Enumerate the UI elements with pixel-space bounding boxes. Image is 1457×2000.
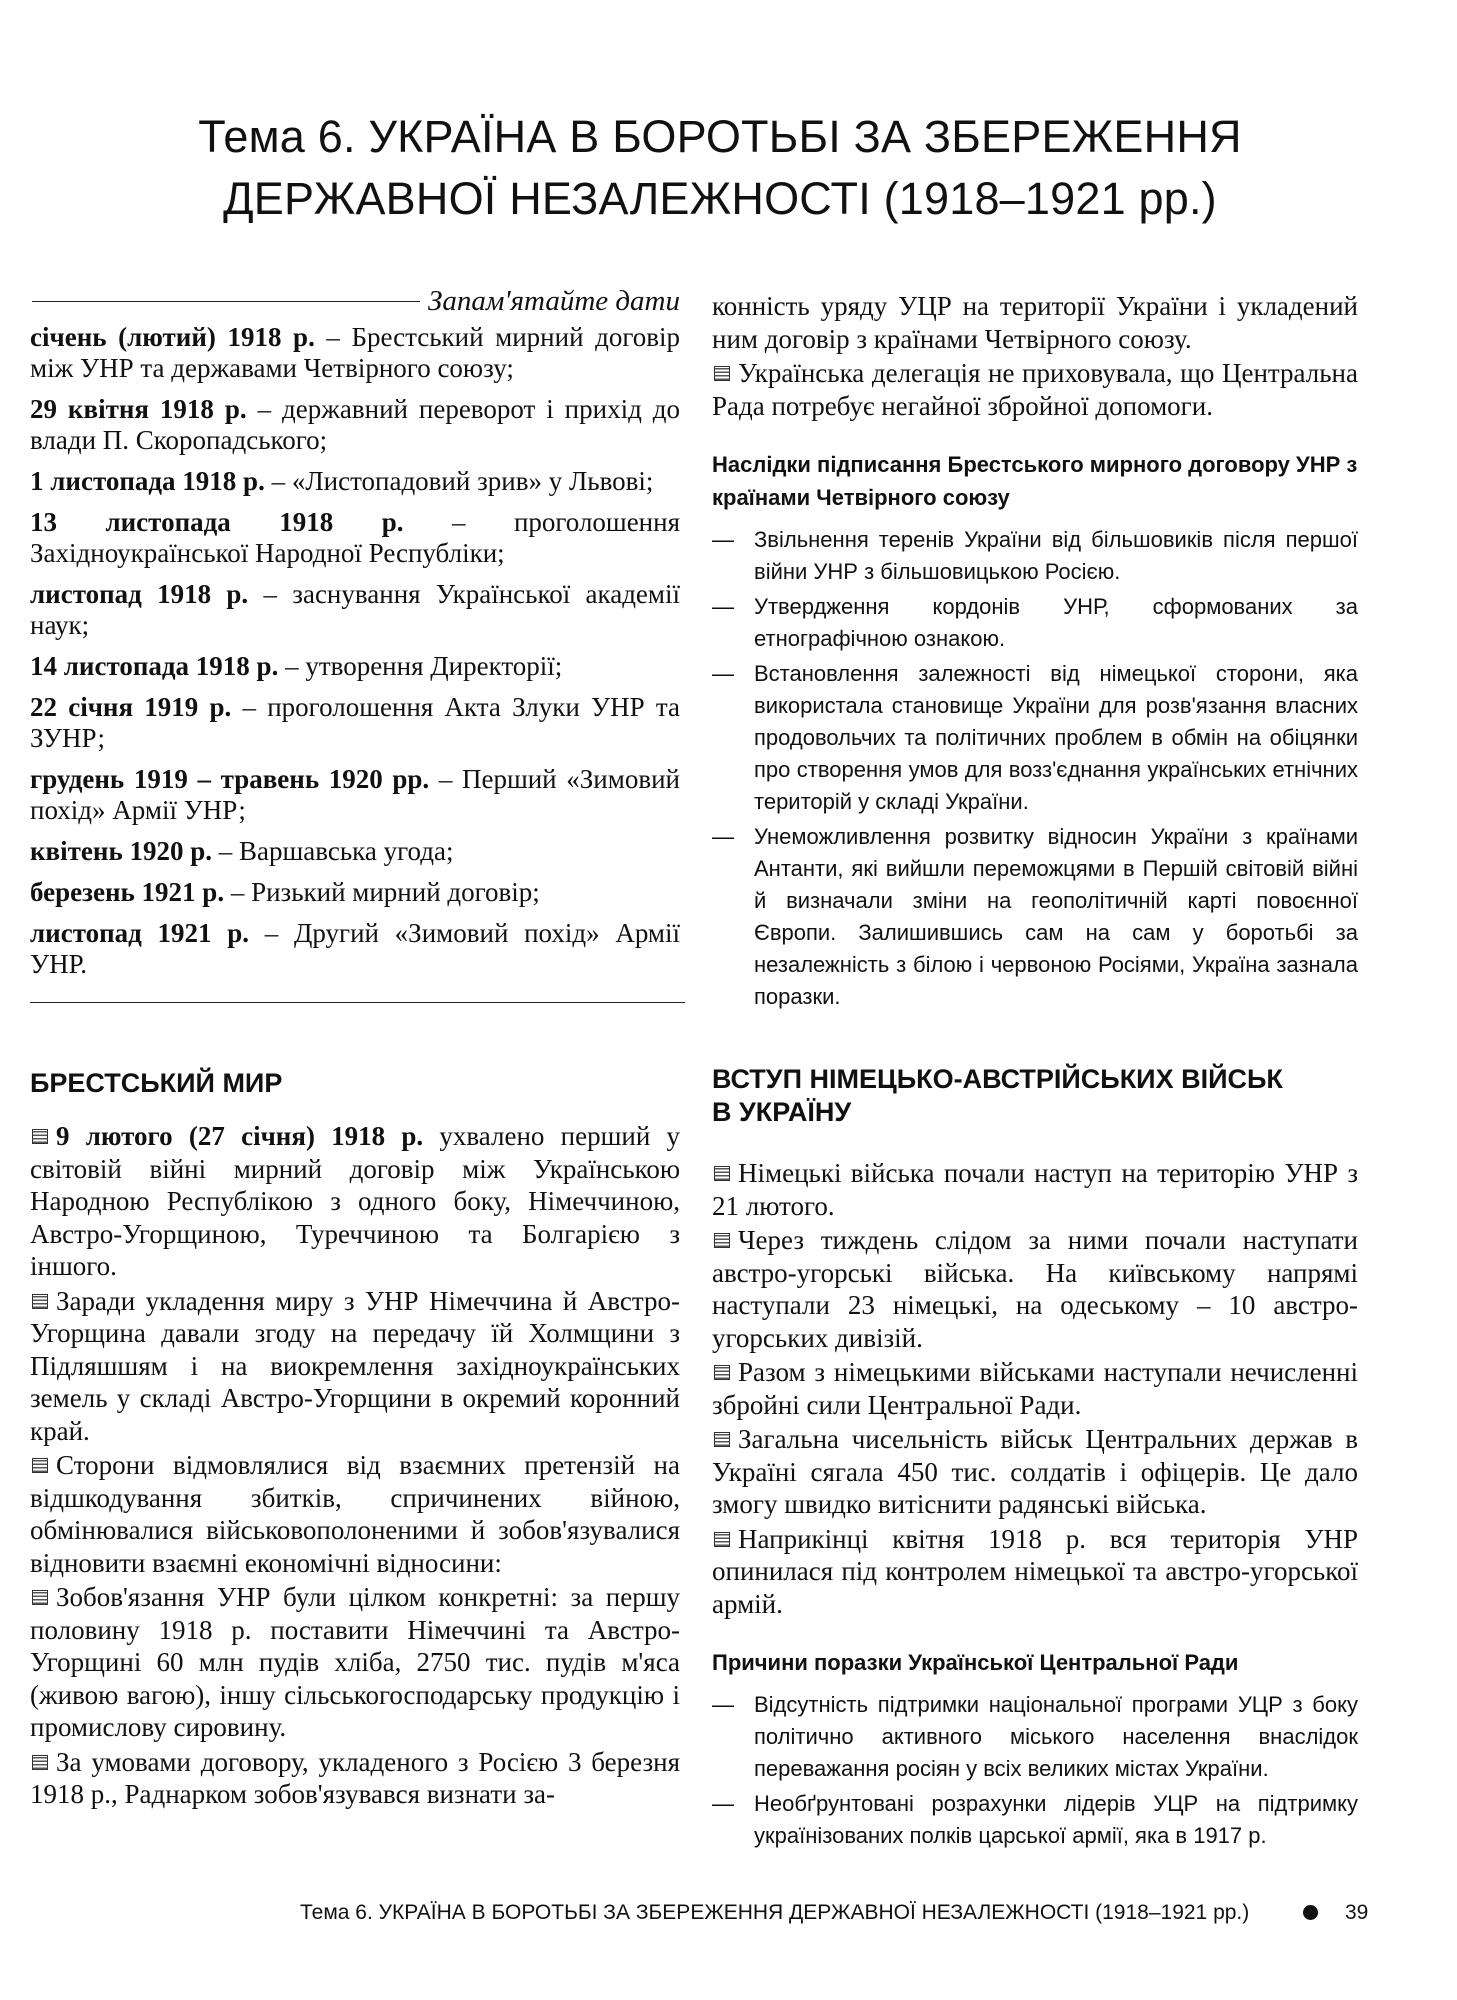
date-label: листопад 1921 р.: [30, 918, 250, 948]
brest-text: Сторони відмовлялися від взаємних претензій на відшкодування збитків, спричинених війною, обмінювалися військовополоненими й зобов'язувалися відновити взаємні економічні відносини:: [30, 1450, 680, 1578]
list-item-text: Унеможливлення розвитку відносин України з країнами Антанти, які вийшли переможцями в Першій світовій війні й визначали зміни на геополітичній карті повоєнної Європи. Залишившись сам на сам у боротьбі за незалежність з білою і червоною Росіями, Україна зазнала поразки.: [754, 824, 1358, 1009]
date-desc: – Брестський мирний договір між УНР та державами Четвірного союзу;: [30, 322, 680, 383]
document-bullet-icon: [32, 1590, 48, 1605]
invasion-text: Разом з німецькими військами наступали нечисленні збройні сили Центральної Ради.: [712, 1357, 1358, 1420]
brest-paragraph: [30, 1120, 680, 1283]
document-bullet-icon: [714, 1233, 730, 1248]
date-item: [30, 322, 680, 384]
date-item: [30, 836, 680, 867]
invasion-paragraph: [712, 1423, 1358, 1521]
list-item-text: Звільнення теренів України від більшовиків після першої війни УНР з більшовицькою Росією.: [754, 527, 1358, 584]
invasion-text: Загальна чисельність військ Центральних держав в Україні сягала 450 тис. солдатів і офіцерів. Це дало змогу швидко витіснити радянські війська.: [712, 1424, 1358, 1519]
date-item: [30, 651, 680, 682]
brest-text: Заради укладення миру з УНР Німеччина й Австро-Угорщина давали згоду на передачу їй Холмщини з Підляшшям і на виокремлення західноукраїнських земель у складі Австро-Угорщини в окремий коронний край.: [30, 1285, 680, 1446]
delegation-text: Українська делегація не приховувала, що Центральна Рада потребує негайної збройної допомоги.: [712, 358, 1358, 421]
invasion-paragraph: [712, 1157, 1358, 1222]
list-item: [712, 658, 1358, 818]
causes-heading: Причини поразки Української Центральної Ради: [712, 1650, 1239, 1675]
document-bullet-icon: [714, 1532, 730, 1547]
date-label: 29 квітня 1918 р.: [30, 394, 247, 424]
dates-divider: [30, 1002, 685, 1003]
list-item: [712, 821, 1358, 1013]
date-label: 1 листопада 1918 р.: [30, 466, 265, 496]
document-bullet-icon: [32, 1458, 48, 1473]
invasion-section-title: [712, 1063, 1358, 1129]
brest-paragraph: [30, 1746, 680, 1811]
dash-marker: —: [712, 1692, 734, 1717]
brest-paragraph: [30, 1285, 680, 1448]
document-bullet-icon: [714, 366, 730, 381]
date-label: 13 листопада 1918 р.: [30, 507, 404, 537]
date-item: [30, 507, 680, 569]
invasion-title-line-2: В УКРАЇНУ: [712, 1097, 852, 1127]
dates-heading: Запам'ятайте дати: [427, 285, 680, 317]
brest-text: Зобов'язання УНР були цілком конкретні: за першу половину 1918 р. поставити Німеччині та Австро-Угорщині 60 млн пудів хліба, 2750 тис. пудів м'яса (живою вагою), іншу сільськогосподарську продукцію і промислову сировину.: [30, 1582, 680, 1742]
dates-list: [30, 322, 680, 980]
date-desc: – Варшавська угода;: [212, 836, 454, 866]
date-desc: – Другий «Зимовий похід» Армії УНР.: [30, 918, 681, 979]
date-item: [30, 692, 680, 754]
list-item: [712, 1788, 1358, 1852]
page-title: [120, 106, 1320, 230]
list-item: [712, 524, 1358, 588]
date-item: [30, 764, 680, 826]
dash-marker: —: [712, 824, 734, 849]
date-desc: – заснування Української академії наук;: [30, 579, 680, 640]
consequences-heading: Наслідки підписання Брестського мирного договору УНР з країнами Четвірного союзу: [712, 452, 1358, 510]
brest-date: 9 лютого (27 січня) 1918 р.: [56, 1121, 424, 1151]
footer-running-title: Тема 6. УКРАЇНА В БОРОТЬБІ ЗА ЗБЕРЕЖЕННЯ ДЕРЖАВНОЇ НЕЗАЛЕЖНОСТІ (1918–1921 рр.): [300, 1901, 1250, 1924]
document-bullet-icon: [32, 1294, 48, 1309]
invasion-paragraph: [712, 1356, 1358, 1421]
document-bullet-icon: [714, 1365, 730, 1380]
delegation-paragraph: [712, 357, 1358, 422]
date-item: [30, 466, 680, 497]
date-desc: – Перший «Зимовий похід» Армії УНР;: [30, 764, 680, 825]
date-desc: – утворення Директорії;: [278, 651, 563, 681]
document-bullet-icon: [714, 1432, 730, 1447]
date-label: листопад 1918 р.: [30, 579, 249, 609]
footer-dot-icon: [1303, 1905, 1318, 1920]
page-title-line-2: ДЕРЖАВНОЇ НЕЗАЛЕЖНОСТІ (1918–1921 рр.): [223, 173, 1217, 224]
invasion-text: Наприкінці квітня 1918 р. вся територія УНР опинилася під контролем німецької та австро-угорської армій.: [712, 1523, 1358, 1619]
date-label: січень (лютий) 1918 р.: [30, 322, 315, 352]
list-item-text: Необґрунтовані розрахунки лідерів УЦР на підтримку українізованих полків царської армії, яка в 1917 р.: [754, 1791, 1358, 1848]
date-item: [30, 394, 680, 456]
invasion-paragraph: [712, 1224, 1358, 1354]
list-item-text: Утвердження кордонів УНР, сформованих за етнографічною ознакою.: [754, 594, 1358, 651]
document-bullet-icon: [714, 1166, 730, 1181]
dash-marker: —: [712, 1791, 734, 1816]
dates-header: [30, 282, 680, 322]
date-label: грудень 1919 – травень 1920 рр.: [30, 764, 430, 794]
date-label: 22 січня 1919 р.: [30, 692, 232, 722]
brest-section-title: БРЕСТСЬКИЙ МИР: [30, 1068, 283, 1098]
continued-paragraph: конність уряду УЦР на території України і укладений ним договір з країнами Четвірного союзу.: [712, 291, 1358, 354]
dash-marker: —: [712, 661, 734, 686]
document-bullet-icon: [32, 1755, 48, 1770]
list-item-text: Відсутність підтримки національної програми УЦР з боку політично активного міського населення внаслідок переважання росіян у всіх великих містах України.: [754, 1692, 1358, 1781]
date-label: 14 листопада 1918 р.: [30, 651, 279, 681]
date-desc: – Ризький мирний договір;: [224, 877, 540, 907]
date-desc: – «Листопадовий зрив» у Львові;: [264, 466, 654, 496]
page-number: 39: [1345, 1901, 1369, 1924]
causes-list: [712, 1689, 1358, 1852]
date-item: [30, 877, 680, 908]
date-desc: – проголошення Західноукраїнської Народної Республіки;: [30, 507, 681, 568]
invasion-paragraph: [712, 1523, 1358, 1621]
list-item: [712, 1689, 1358, 1785]
date-label: квітень 1920 р.: [30, 836, 212, 866]
dates-rule: [32, 301, 420, 302]
brest-text: ухвалено перший у світовій війні мирний договір між Українською Народною Республікою з одного боку, Німеччиною, Австро-Угорщиною, Туреччиною та Болгарією з іншого.: [30, 1121, 680, 1281]
right-column: [712, 290, 1358, 1855]
invasion-text: Німецькі війська почали наступ на територію УНР з 21 лютого.: [712, 1158, 1358, 1221]
list-item-text: Встановлення залежності від німецької сторони, яка використала становище України для розв'язання власних продовольчих та політичних проблем в обмін на обіцянки про створення умов для возз'єднання українських етнічних територій у складі України.: [754, 661, 1358, 814]
invasion-title-line-1: ВСТУП НІМЕЦЬКО-АВСТРІЙСЬКИХ ВІЙСЬК: [712, 1064, 1283, 1094]
brest-text: За умовами договору, укладеного з Росією 3 березня 1918 р., Раднарком зобов'язувався визнати за-: [30, 1746, 680, 1809]
dash-marker: —: [712, 527, 734, 552]
dash-marker: —: [712, 594, 734, 619]
left-column: [30, 282, 680, 1813]
date-item: [30, 918, 680, 980]
consequences-list: [712, 524, 1358, 1013]
date-desc: – державний переворот і прихід до влади П. Скоропадського;: [30, 394, 680, 455]
brest-paragraph: [30, 1581, 680, 1744]
brest-paragraph: [30, 1449, 680, 1579]
page-title-line-1: Тема 6. УКРАЇНА В БОРОТЬБІ ЗА ЗБЕРЕЖЕННЯ: [198, 111, 1242, 162]
date-item: [30, 579, 680, 641]
invasion-text: Через тиждень слідом за ними почали наступати австро-угорські війська. На київському напрямі наступали 23 німецькі, на одеському – 10 австро-угорських дивізій.: [712, 1225, 1358, 1353]
list-item: [712, 591, 1358, 655]
date-label: березень 1921 р.: [30, 877, 225, 907]
date-desc: – проголошення Акта Злуки УНР та ЗУНР;: [30, 692, 680, 753]
document-bullet-icon: [32, 1129, 48, 1144]
